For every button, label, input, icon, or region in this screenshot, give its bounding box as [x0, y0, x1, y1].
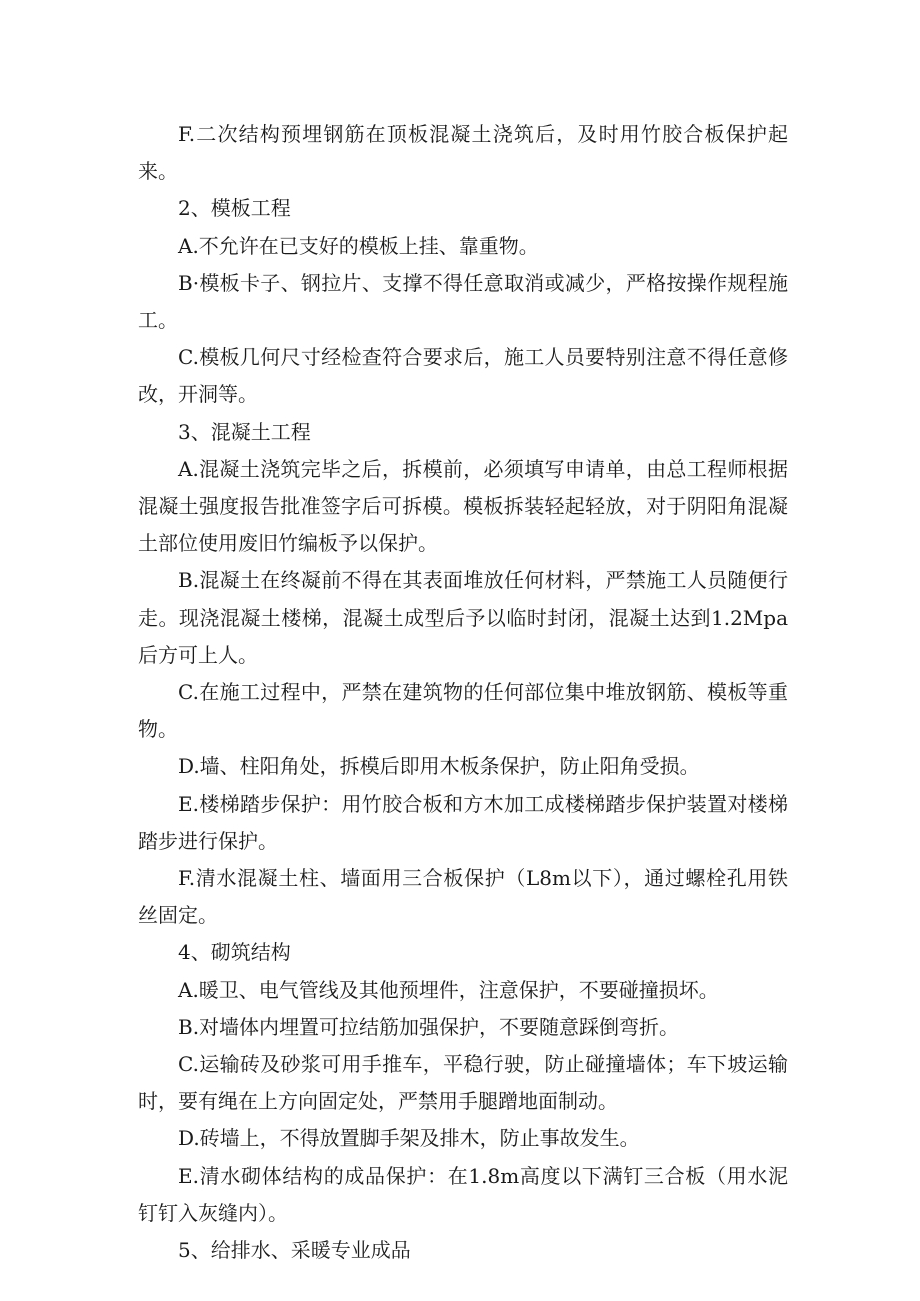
section-heading-concrete: 3、混凝土工程 — [178, 419, 311, 444]
paragraph-formwork-b: B·模板卡子、钢拉片、支撑不得任意取消或减少，严格按操作规程施工。 — [138, 270, 788, 333]
paragraph-concrete-a: A.混凝土浇筑完毕之后，拆模前，必须填写申请单，由总工程师根据混凝土强度报告批准签字后可拆模。模板拆装轻起轻放，对于阴阳角混凝土部位使用废旧竹编板予以保护。 — [138, 456, 788, 556]
section-heading-masonry: 4、砌筑结构 — [178, 940, 291, 965]
paragraph-concrete-e: E.楼梯踏步保护：用竹胶合板和方木加工成楼梯踏步保护装置对楼梯踏步进行保护。 — [138, 791, 788, 853]
paragraph-concrete-d: D.墙、柱阳角处，拆模后即用木板条保护，防止阳角受损。 — [178, 754, 700, 779]
paragraph-masonry-d: D.砖墙上，不得放置脚手架及排木，防止事故发生。 — [178, 1126, 640, 1151]
section-heading-formwork: 2、模板工程 — [178, 196, 291, 221]
paragraph-masonry-c: C.运输砖及砂浆可用手推车，平稳行驶，防止碰撞墙体；车下坡运输时，要有绳在上方向固定处，严禁用手腿蹭地面制动。 — [138, 1052, 788, 1114]
paragraph-concrete-b: B.混凝土在终凝前不得在其表面堆放任何材料，严禁施工人员随便行走。现浇混凝土楼梯，混凝土成型后予以临时封闭，混凝土达到1.2Mpa后方可上人。 — [138, 568, 788, 667]
paragraph-masonry-e: E.清水砌体结构的成品保护：在1.8m高度以下满钉三合板（用水泥钉钉入灰缝内）。 — [138, 1163, 788, 1225]
paragraph-concrete-c: C.在施工过程中，严禁在建筑物的任何部位集中堆放钢筋、模板等重物。 — [138, 680, 788, 742]
paragraph-formwork-c: C.模板几何尺寸经检查符合要求后，施工人员要特别注意不得任意修改，开洞等。 — [138, 345, 788, 407]
paragraph-masonry-b: B.对墙体内埋置可拉结筋加强保护，不要随意踩倒弯折。 — [178, 1014, 680, 1039]
document-body — [138, 116, 788, 1269]
paragraph-masonry-a: A.暖卫、电气管线及其他预埋件，注意保护，不要碰撞损坏。 — [178, 977, 719, 1002]
paragraph-item-f-rebar: F.二次结构预埋钢筋在顶板混凝土浇筑后，及时用竹胶合板保护起来。 — [138, 122, 788, 184]
paragraph-concrete-f: F.清水混凝土柱、墙面用三合板保护（L8m以下），通过螺栓孔用铁丝固定。 — [138, 866, 788, 928]
paragraph-formwork-a: A.不允许在已支好的模板上挂、靠重物。 — [178, 233, 539, 258]
section-heading-plumbing-heating: 5、给排水、采暖专业成品 — [178, 1238, 411, 1263]
